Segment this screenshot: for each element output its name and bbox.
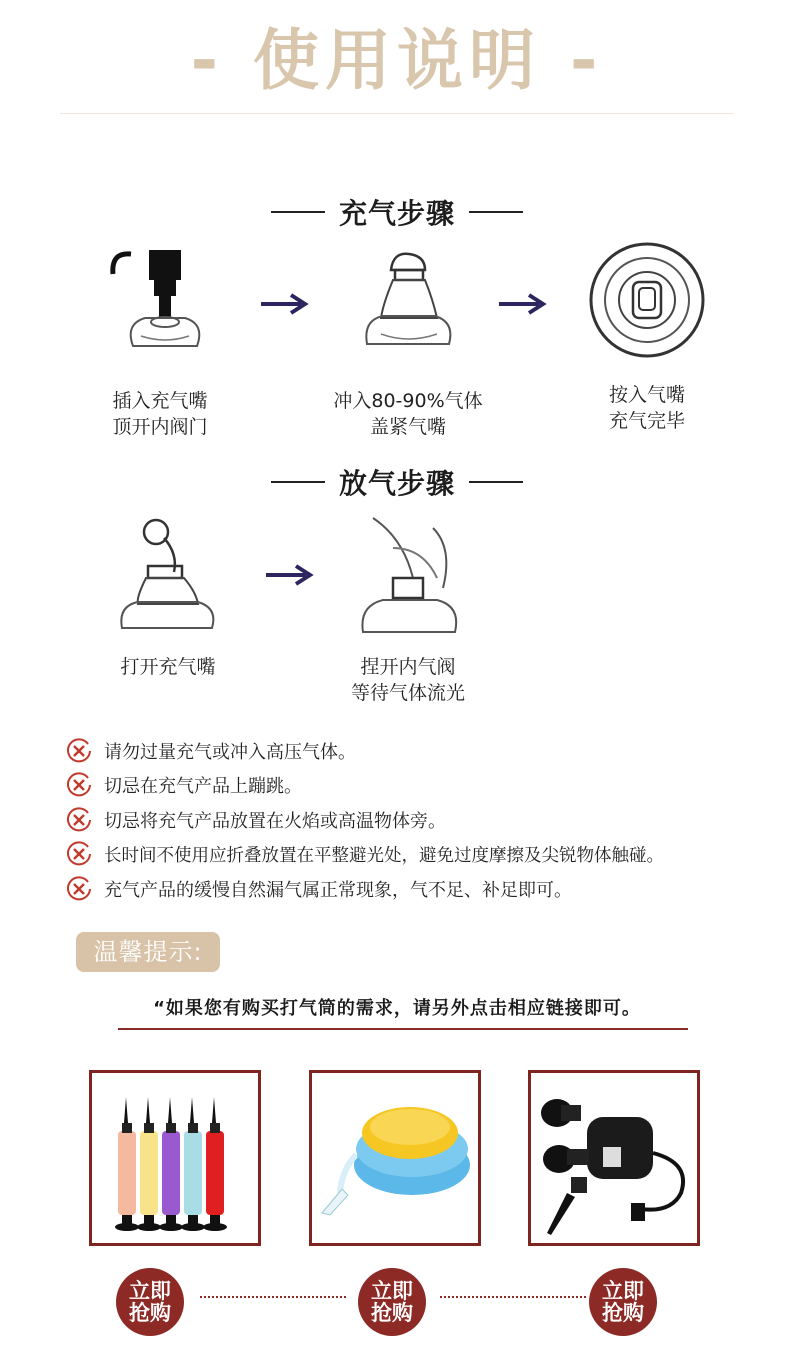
page-title: - 使用说明 -: [190, 22, 604, 99]
warning-item: [66, 840, 664, 868]
inflate-step-3: [552, 244, 742, 434]
product-electric-pump[interactable]: [528, 1070, 700, 1246]
deflate-step-2: [313, 508, 503, 706]
warning-item: [66, 806, 446, 834]
title-divider: [60, 113, 734, 114]
inflate-heading: [0, 192, 794, 232]
tip-badge: 温馨提示:: [76, 932, 220, 972]
buy-now-button[interactable]: [589, 1268, 657, 1336]
deflate-heading: [0, 462, 794, 502]
tip-divider: [118, 1028, 688, 1030]
inflate-step-1-line1: 插入充气嘴: [112, 390, 208, 412]
buy-now-button[interactable]: [116, 1268, 184, 1336]
deflate-heading-text: 放气步骤: [338, 467, 455, 500]
heading-line-right: [469, 481, 523, 483]
warning-text: 切忌将充气产品放置在火焰或高温物体旁。: [104, 811, 446, 832]
prohibit-icon: [66, 876, 92, 902]
prohibit-icon: [66, 772, 92, 798]
buy-now-label-1: 立即: [129, 1279, 171, 1303]
inflate-step-3-line1: 按入气嘴: [608, 384, 685, 406]
warning-text: 充气产品的缓慢自然漏气属正常现象，气不足、补足即可。: [104, 880, 572, 901]
product-hand-pumps[interactable]: [89, 1070, 261, 1246]
inflate-step-2-line1: 冲入80-90%气体: [333, 390, 483, 412]
buy-now-label-1: 立即: [602, 1279, 644, 1303]
inflate-step-1-line2: 顶开内阀门: [112, 416, 208, 438]
prohibit-icon: [66, 841, 92, 867]
warning-item: [66, 737, 356, 765]
warning-text: 请勿过量充气或冲入高压气体。: [104, 742, 356, 763]
deflate-step-2-line2: 等待气体流光: [350, 682, 465, 704]
inflate-step-2-line2: 盖紧气嘴: [369, 416, 446, 438]
buy-now-button[interactable]: [358, 1268, 426, 1336]
deflate-step-1: [73, 514, 263, 680]
insert-valve-illustration: [105, 244, 215, 354]
heading-line-right: [469, 211, 523, 213]
arrow-right-icon: [264, 563, 314, 587]
buy-now-label-2: 抢购: [371, 1301, 413, 1325]
arrow-right-icon: [259, 292, 309, 316]
buy-now-label-1: 立即: [371, 1279, 413, 1303]
hand-pump-image: [92, 1073, 258, 1243]
deflate-step-1-line1: 打开充气嘴: [120, 656, 216, 678]
pressed-valve-illustration: [585, 238, 709, 362]
deflate-step-2-line1: 捏开内气阀: [360, 656, 456, 678]
inflate-step-1: [65, 244, 255, 440]
prohibit-icon: [66, 738, 92, 764]
cap-valve-illustration: [353, 244, 463, 354]
product-foot-pump[interactable]: [309, 1070, 481, 1246]
warning-text: 长时间不使用应折叠放置在平整避光处，避免过度摩擦及尖锐物体触碰。: [104, 845, 664, 866]
heading-line-left: [271, 481, 325, 483]
electric-pump-image: [531, 1073, 697, 1243]
inflate-step-3-line2: 充气完毕: [608, 410, 685, 432]
warning-text: 切忌在充气产品上蹦跳。: [104, 776, 302, 797]
warning-item: [66, 771, 302, 799]
heading-line-left: [271, 211, 325, 213]
buy-now-label-2: 抢购: [602, 1301, 644, 1325]
warning-item: [66, 875, 572, 903]
open-valve-illustration: [108, 514, 228, 634]
inflate-step-2: [313, 244, 503, 440]
pinch-valve-illustration: [343, 508, 473, 638]
dotted-connector: [440, 1296, 586, 1298]
prohibit-icon: [66, 807, 92, 833]
arrow-right-icon: [497, 292, 547, 316]
buy-now-label-2: 抢购: [129, 1301, 171, 1325]
inflate-heading-text: 充气步骤: [338, 197, 455, 230]
foot-pump-image: [312, 1073, 478, 1243]
dotted-connector: [200, 1296, 346, 1298]
tip-text: “如果您有购买打气筒的需求，请另外点击相应链接即可。: [153, 998, 641, 1019]
